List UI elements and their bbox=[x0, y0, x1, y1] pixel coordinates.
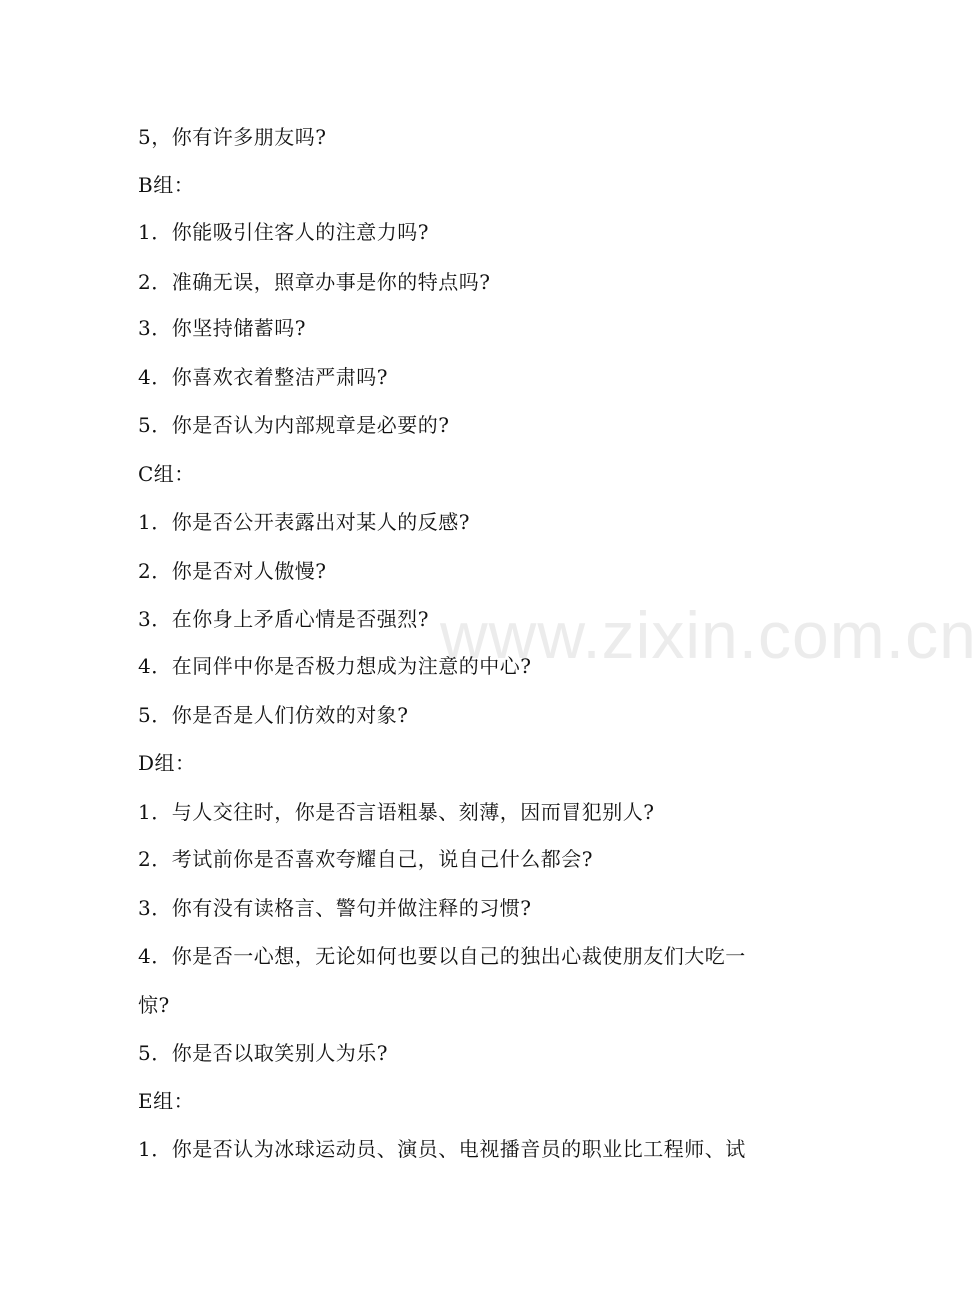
text-line: 5．你是否以取笑别人为乐? bbox=[138, 1041, 388, 1065]
text-line: 4．在同伴中你是否极力想成为注意的中心? bbox=[138, 654, 532, 678]
text-line: 3．你坚持储蓄吗? bbox=[138, 316, 306, 340]
text-line: 1．你是否认为冰球运动员、演员、电视播音员的职业比工程师、试 bbox=[138, 1137, 746, 1161]
text-line: 2．你是否对人傲慢? bbox=[138, 559, 327, 583]
text-line: 4．你是否一心想，无论如何也要以自己的独出心裁使朋友们大吃一 bbox=[138, 944, 746, 968]
text-line: 4．你喜欢衣着整洁严肃吗? bbox=[138, 365, 388, 389]
group-heading-b: B组： bbox=[138, 173, 195, 197]
text-line: 2．准确无误，照章办事是你的特点吗? bbox=[138, 270, 491, 294]
text-line: 1．你能吸引住客人的注意力吗? bbox=[138, 220, 429, 244]
watermark: www.zixin.com.cn bbox=[440, 598, 977, 672]
text-line: 3．在你身上矛盾心情是否强烈? bbox=[138, 607, 429, 631]
text-line: 5，你有许多朋友吗? bbox=[138, 125, 327, 149]
text-line: 1．与人交往时，你是否言语粗暴、刻薄，因而冒犯别人? bbox=[138, 800, 655, 824]
text-line: 2．考试前你是否喜欢夸耀自己，说自己什么都会? bbox=[138, 847, 593, 871]
group-heading-d: D组： bbox=[138, 751, 196, 775]
text-line: 5．你是否认为内部规章是必要的? bbox=[138, 413, 450, 437]
group-heading-e: E组： bbox=[138, 1089, 195, 1113]
text-line: 3．你有没有读格言、警句并做注释的习惯? bbox=[138, 896, 532, 920]
text-line: 5．你是否是人们仿效的对象? bbox=[138, 703, 409, 727]
text-line: 1．你是否公开表露出对某人的反感? bbox=[138, 510, 470, 534]
group-heading-c: C组： bbox=[138, 462, 195, 486]
text-line: 惊? bbox=[138, 993, 170, 1017]
